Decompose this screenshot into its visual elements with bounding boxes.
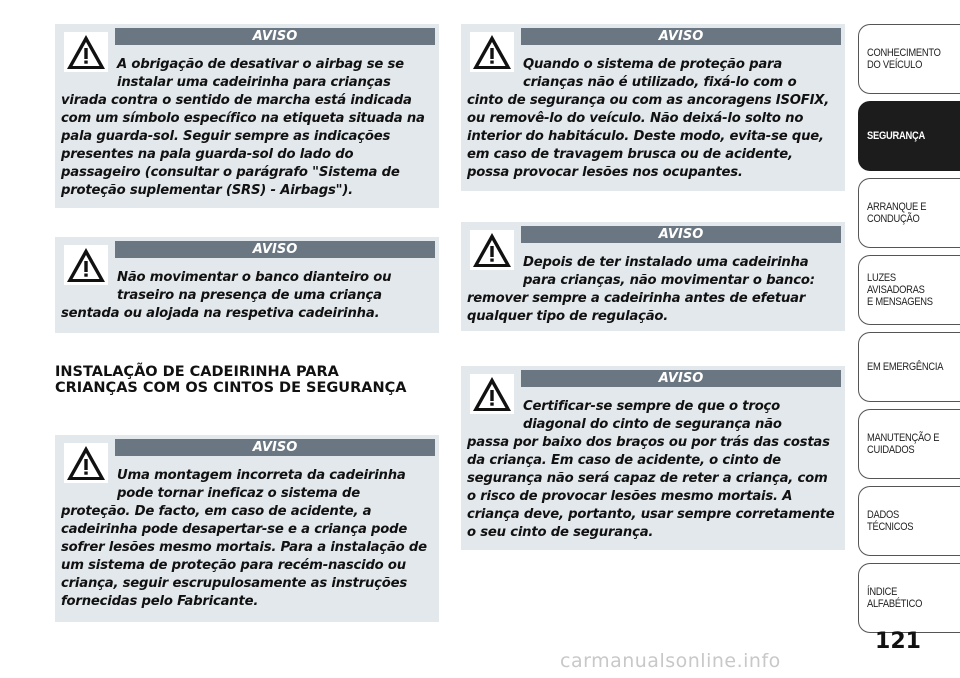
warning-text: cinto de segurança ou com as ancoragens ISOFIX, ou removê-lo do veículo. Não deixá-lo solto no interior do habitáculo. Deste modo, evita-se que, em caso de travagem brusca ou de acidente, possa provocar lesões nos ocupantes. xyxy=(467,93,830,180)
tab-label: LUZES AVISADORAS E MENSAGENS xyxy=(867,272,933,308)
tab-indice[interactable] xyxy=(858,563,960,633)
tab-label: SEGURANÇA xyxy=(867,130,925,142)
tab-label: DADOS TÉCNICOS xyxy=(867,509,914,533)
warning-box-mounting xyxy=(55,435,439,622)
tab-label: MANUTENÇÃO E CUIDADOS xyxy=(867,432,940,456)
warning-heading: AVISO xyxy=(521,370,841,387)
warning-heading: AVISO xyxy=(521,28,841,45)
warning-triangle-icon xyxy=(64,245,108,285)
warning-heading: AVISO xyxy=(115,439,435,456)
warning-box-airbag xyxy=(55,24,439,208)
warning-first-line: Depois de ter instalado uma cadeirinha para crianças, não movimentar o banco: xyxy=(523,255,815,288)
tab-luzes[interactable] xyxy=(858,255,960,325)
warning-first-line: Certificar-se sempre de que o troço diagonal do cinto de segurança não xyxy=(523,399,782,432)
warning-heading: AVISO xyxy=(115,28,435,45)
warning-first-line: Uma montagem incorreta da cadeirinha pode tornar ineficaz o sistema de xyxy=(117,468,406,501)
warning-triangle-icon xyxy=(470,374,514,414)
tab-label: ARRANQUE E CONDUÇÃO xyxy=(867,201,927,225)
warning-triangle-icon xyxy=(470,32,514,72)
warning-box-unused xyxy=(461,24,845,191)
warning-first-line: A obrigação de desativar o airbag se se instalar uma cadeirinha para crianças xyxy=(117,57,404,90)
watermark: carmanualsonline.info xyxy=(560,650,781,672)
tab-label: CONHECIMENTO DO VEÍCULO xyxy=(867,47,941,71)
tab-manutencao[interactable] xyxy=(858,409,960,479)
tab-emergencia[interactable] xyxy=(858,332,960,402)
warning-text: virada contra o sentido de marcha está indicada com um símbolo específico na etiqueta situada na pala guarda-sol. Seguir sempre as indicações presentes na pala guarda-sol do lado do passageiro (consultar o parágrafo "Sistema de proteção suplementar (SRS) - Airbags"). xyxy=(61,93,425,198)
warning-first-line: Não movimentar o banco dianteiro ou traseiro na presença de uma criança xyxy=(117,270,392,303)
tab-seguranca[interactable] xyxy=(858,101,960,171)
warning-heading: AVISO xyxy=(115,241,435,258)
warning-box-adjust xyxy=(461,222,845,331)
warning-text: remover sempre a cadeirinha antes de efetuar qualquer tipo de regulação. xyxy=(467,291,806,324)
warning-triangle-icon xyxy=(64,32,108,72)
warning-text: sentada ou alojada na respetiva cadeirinha. xyxy=(61,306,380,321)
section-title: INSTALAÇÃO DE CADEIRINHA PARA CRIANÇAS COM OS CINTOS DE SEGURANÇA xyxy=(55,364,407,396)
warning-first-line: Quando o sistema de proteção para crianças não é utilizado, fixá-lo com o xyxy=(523,57,797,90)
tab-label: ÍNDICE ALFABÉTICO xyxy=(867,586,923,610)
warning-heading: AVISO xyxy=(521,226,841,243)
warning-triangle-icon xyxy=(470,230,514,270)
tab-label: EM EMERGÊNCIA xyxy=(867,361,944,373)
warning-box-belt xyxy=(461,366,845,550)
warning-text: proteção. De facto, em caso de acidente, a cadeirinha pode desapertar-se e a criança pode sofrer lesões mesmo mortais. Para a instalação de um sistema de proteção para recém-nascido ou criança, seguir escrupulosamente as instruções fornecidas pelo Fabricante. xyxy=(61,504,427,609)
warning-box-seat xyxy=(55,237,439,333)
page-number: 121 xyxy=(875,629,921,654)
tab-conhecimento[interactable] xyxy=(858,24,960,94)
warning-triangle-icon xyxy=(64,443,108,483)
tab-arranque[interactable] xyxy=(858,178,960,248)
tab-dados-tecnicos[interactable] xyxy=(858,486,960,556)
warning-text: passa por baixo dos braços ou por trás das costas da criança. Em caso de acidente, o cinto de segurança não será capaz de reter a criança, com o risco de provocar lesões mesmo mortais. A criança deve, portanto, usar sempre corretamente o seu cinto de segurança. xyxy=(467,435,835,540)
